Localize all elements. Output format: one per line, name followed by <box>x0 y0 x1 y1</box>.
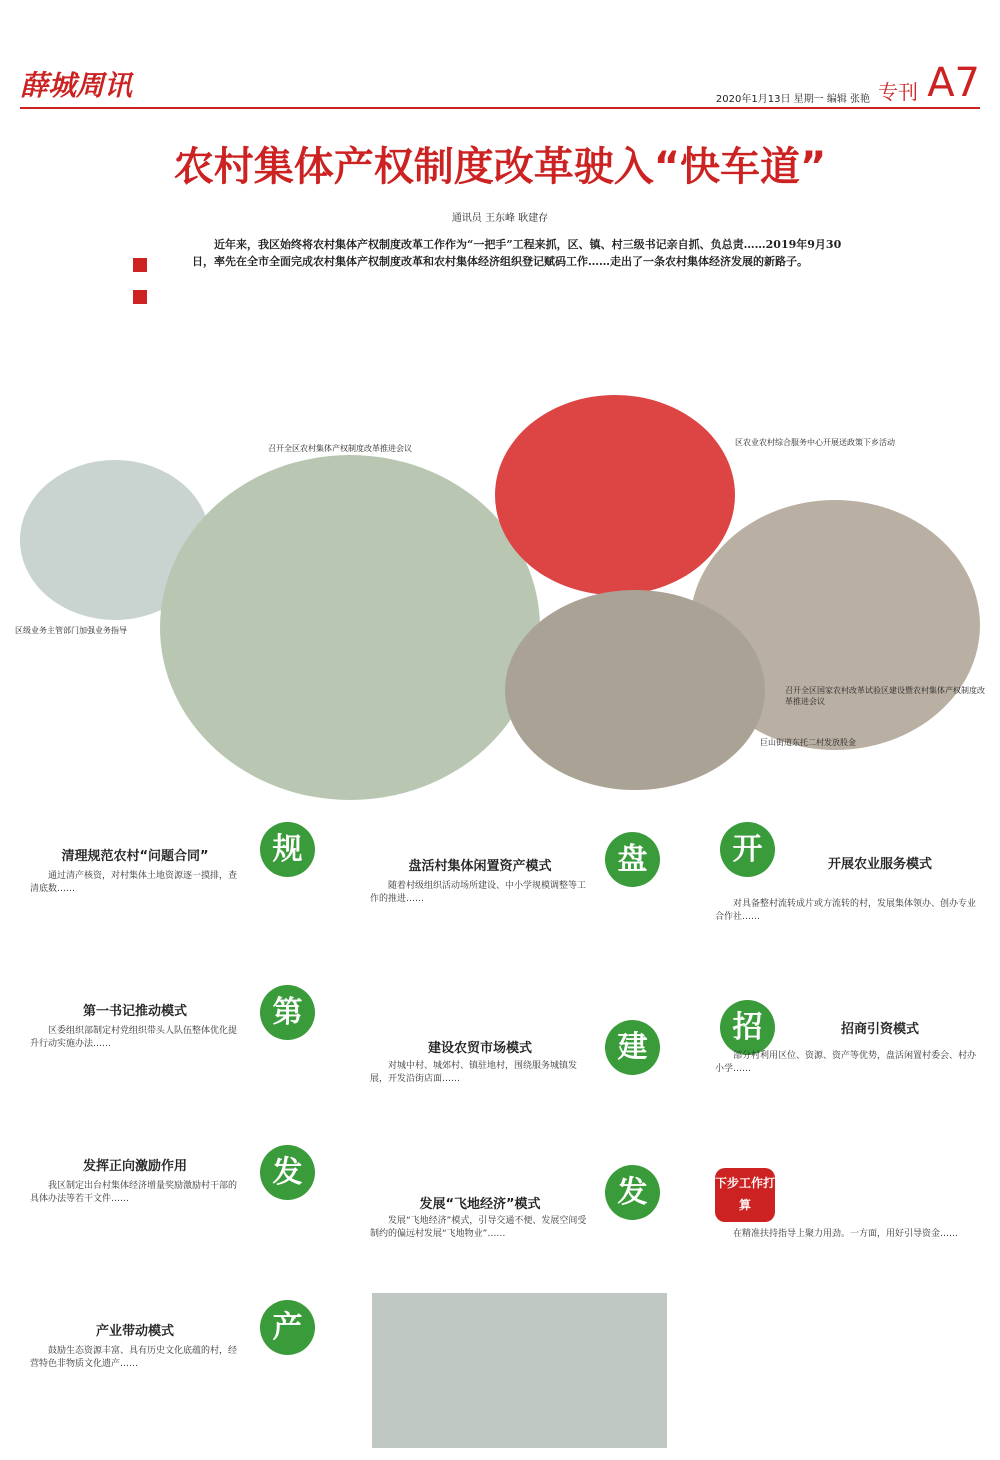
section-heading: 清理规范农村“问题合同” <box>61 849 209 864</box>
section-label: 专刊 <box>878 80 918 104</box>
caption: 区农业农村综合服务中心开展送政策下乡活动 <box>735 438 895 447</box>
section-char: 建 <box>605 1020 660 1075</box>
section-char: 招 <box>720 1000 775 1055</box>
section-text: 发展“飞地经济”模式，引导交通不便、发展空间受制约的偏远村发展“飞地物业”…… <box>370 1216 587 1239</box>
lead-paragraph: 近年来，我区始终将农村集体产权制度改革工作作为“一把手”工程来抓，区、镇、村三级书记亲自抓、负总责……2019年9月30日，率先在全市全面完成农村集体产权制度改革和农村集体经济组织登记赋码工作……走出了一条农村集体经济发展的新路子。 <box>192 238 842 268</box>
masthead <box>20 52 980 109</box>
section-char: 开 <box>720 822 775 877</box>
section-char: 产 <box>260 1300 315 1355</box>
section-text: 对城中村、城郊村、镇驻地村，围绕服务城镇发展，开发沿街店面…… <box>370 1061 578 1084</box>
caption: 巨山街道东托二村发放股金 <box>760 738 856 747</box>
deco-square <box>133 290 147 304</box>
issue-meta: 2020年1月13日 星期一 编辑 张艳 <box>715 94 870 105</box>
section-char: 盘 <box>605 832 660 887</box>
masthead-logo: 薛城周讯 <box>20 69 133 102</box>
section-heading: 招商引资模式 <box>840 1022 919 1037</box>
caption: 召开全区国家农村改革试验区建设暨农村集体产权制度改革推进会议 <box>785 686 985 706</box>
photo-service-event <box>495 395 735 595</box>
section-text: 鼓励生态资源丰富、具有历史文化底蕴的村，经营特色非物质文化遗产…… <box>30 1346 238 1369</box>
section-heading: 发挥正向激励作用 <box>82 1159 187 1174</box>
section-char: 规 <box>260 822 315 877</box>
section-heading: 第一书记推动模式 <box>82 1004 187 1019</box>
photo-dividend <box>505 590 765 790</box>
page-number: A7 <box>927 60 980 106</box>
deco-square <box>133 258 147 272</box>
section-text: 在精准扶持指导上聚力用劲。一方面，用好引导资金…… <box>733 1229 959 1239</box>
section-char: 第 <box>260 985 315 1040</box>
section-text: 部分村利用区位、资源、资产等优势，盘活闲置村委会、村办小学…… <box>715 1051 977 1074</box>
section-heading: 产业带动模式 <box>95 1324 174 1339</box>
headline: 农村集体产权制度改革驶入“快车道” <box>173 144 827 190</box>
section-text: 区委组织部制定村党组织带头人队伍整体优化提升行动实施办法…… <box>30 1026 238 1049</box>
photo-group <box>372 1293 667 1448</box>
caption: 召开全区农村集体产权制度改革推进会议 <box>268 444 412 453</box>
photo-meeting <box>160 455 540 800</box>
section-char: 发 <box>260 1145 315 1200</box>
section-heading: 发展“飞地经济”模式 <box>419 1197 541 1212</box>
byline: 通讯员 王东峰 耿建存 <box>451 213 549 224</box>
section-heading: 开展农业服务模式 <box>827 857 932 872</box>
section-text: 我区制定出台村集体经济增量奖励激励村干部的具体办法等若干文件…… <box>30 1181 238 1204</box>
caption: 区级业务主管部门加强业务指导 <box>15 626 127 635</box>
section-char: 发 <box>605 1165 660 1220</box>
next-steps-badge: 下步工作打算 <box>715 1168 775 1222</box>
section-heading: 盘活村集体闲置资产模式 <box>408 859 552 874</box>
section-text: 对具备整村流转成片或方流转的村，发展集体领办、创办专业合作社…… <box>715 899 977 922</box>
section-text: 通过清产核资，对村集体土地资源逐一摸排，查清底数…… <box>30 871 238 894</box>
section-heading: 建设农贸市场模式 <box>427 1041 532 1056</box>
section-text: 随着村级组织活动场所建设、中小学规模调整等工作的推进…… <box>370 881 587 904</box>
